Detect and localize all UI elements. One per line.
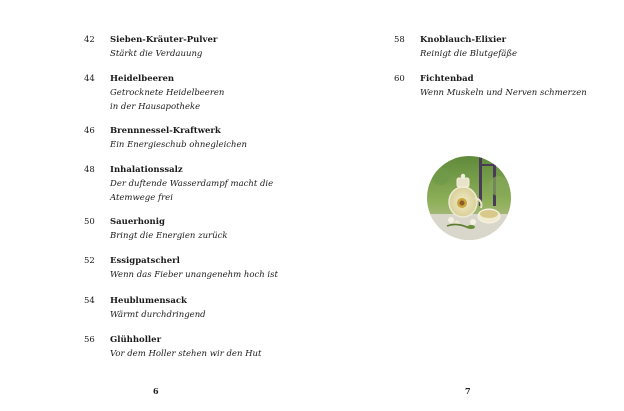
entry-title: Inhalationssalz: [110, 165, 183, 175]
entry-page-number: 52: [84, 256, 95, 266]
right-page: [312, 0, 624, 411]
entry-subtitle: Wenn das Fieber unangenehm hoch ist: [110, 270, 278, 280]
entry-title: Sauerhonig: [110, 217, 165, 227]
entry-page-number: 60: [394, 74, 405, 84]
entry-title: Essigpatscherl: [110, 256, 180, 266]
entry-subtitle: Vor dem Holler stehen wir den Hut: [110, 349, 262, 359]
entry-title: Brennnessel-Kraftwerk: [110, 126, 221, 136]
page-number-right: 7: [465, 386, 471, 396]
entry-subtitle: Getrocknete Heidelbeeren in der Hausapotheke: [110, 88, 225, 112]
entry-subtitle: Der duftende Wasserdampf macht die Atemwege frei: [110, 179, 274, 203]
entry-title: Fichtenbad: [420, 74, 474, 84]
entry-page-number: 58: [394, 35, 405, 45]
entry-subtitle: Stärkt die Verdauung: [110, 49, 203, 59]
entry-page-number: 54: [84, 296, 95, 306]
entry-title: Sieben-Kräuter-Pulver: [110, 35, 218, 45]
entry-subtitle: Reinigt die Blutgefäße: [420, 49, 518, 59]
entry-page-number: 56: [84, 335, 95, 345]
entry-subtitle: Ein Energieschub ohnegleichen: [110, 140, 248, 150]
entry-page-number: 50: [84, 217, 95, 227]
entry-page-number: 48: [84, 165, 95, 175]
entry-title: Heidelbeeren: [110, 74, 175, 84]
entry-title: Glühholler: [110, 335, 162, 345]
entry-subtitle: Wenn Muskeln und Nerven schmerzen: [420, 88, 587, 98]
entry-subtitle: Bringt die Energien zurück: [110, 231, 228, 241]
entry-subtitle: Wärmt durchdringend: [110, 310, 206, 320]
entry-page-number: 44: [84, 74, 95, 84]
entry-page-number: 42: [84, 35, 95, 45]
entry-page-number: 46: [84, 126, 95, 136]
herbal-tea-photo: [427, 156, 511, 240]
page-number-left: 6: [153, 386, 159, 396]
entry-title: Heublumensack: [110, 296, 187, 306]
entry-title: Knoblauch-Elixier: [420, 35, 507, 45]
